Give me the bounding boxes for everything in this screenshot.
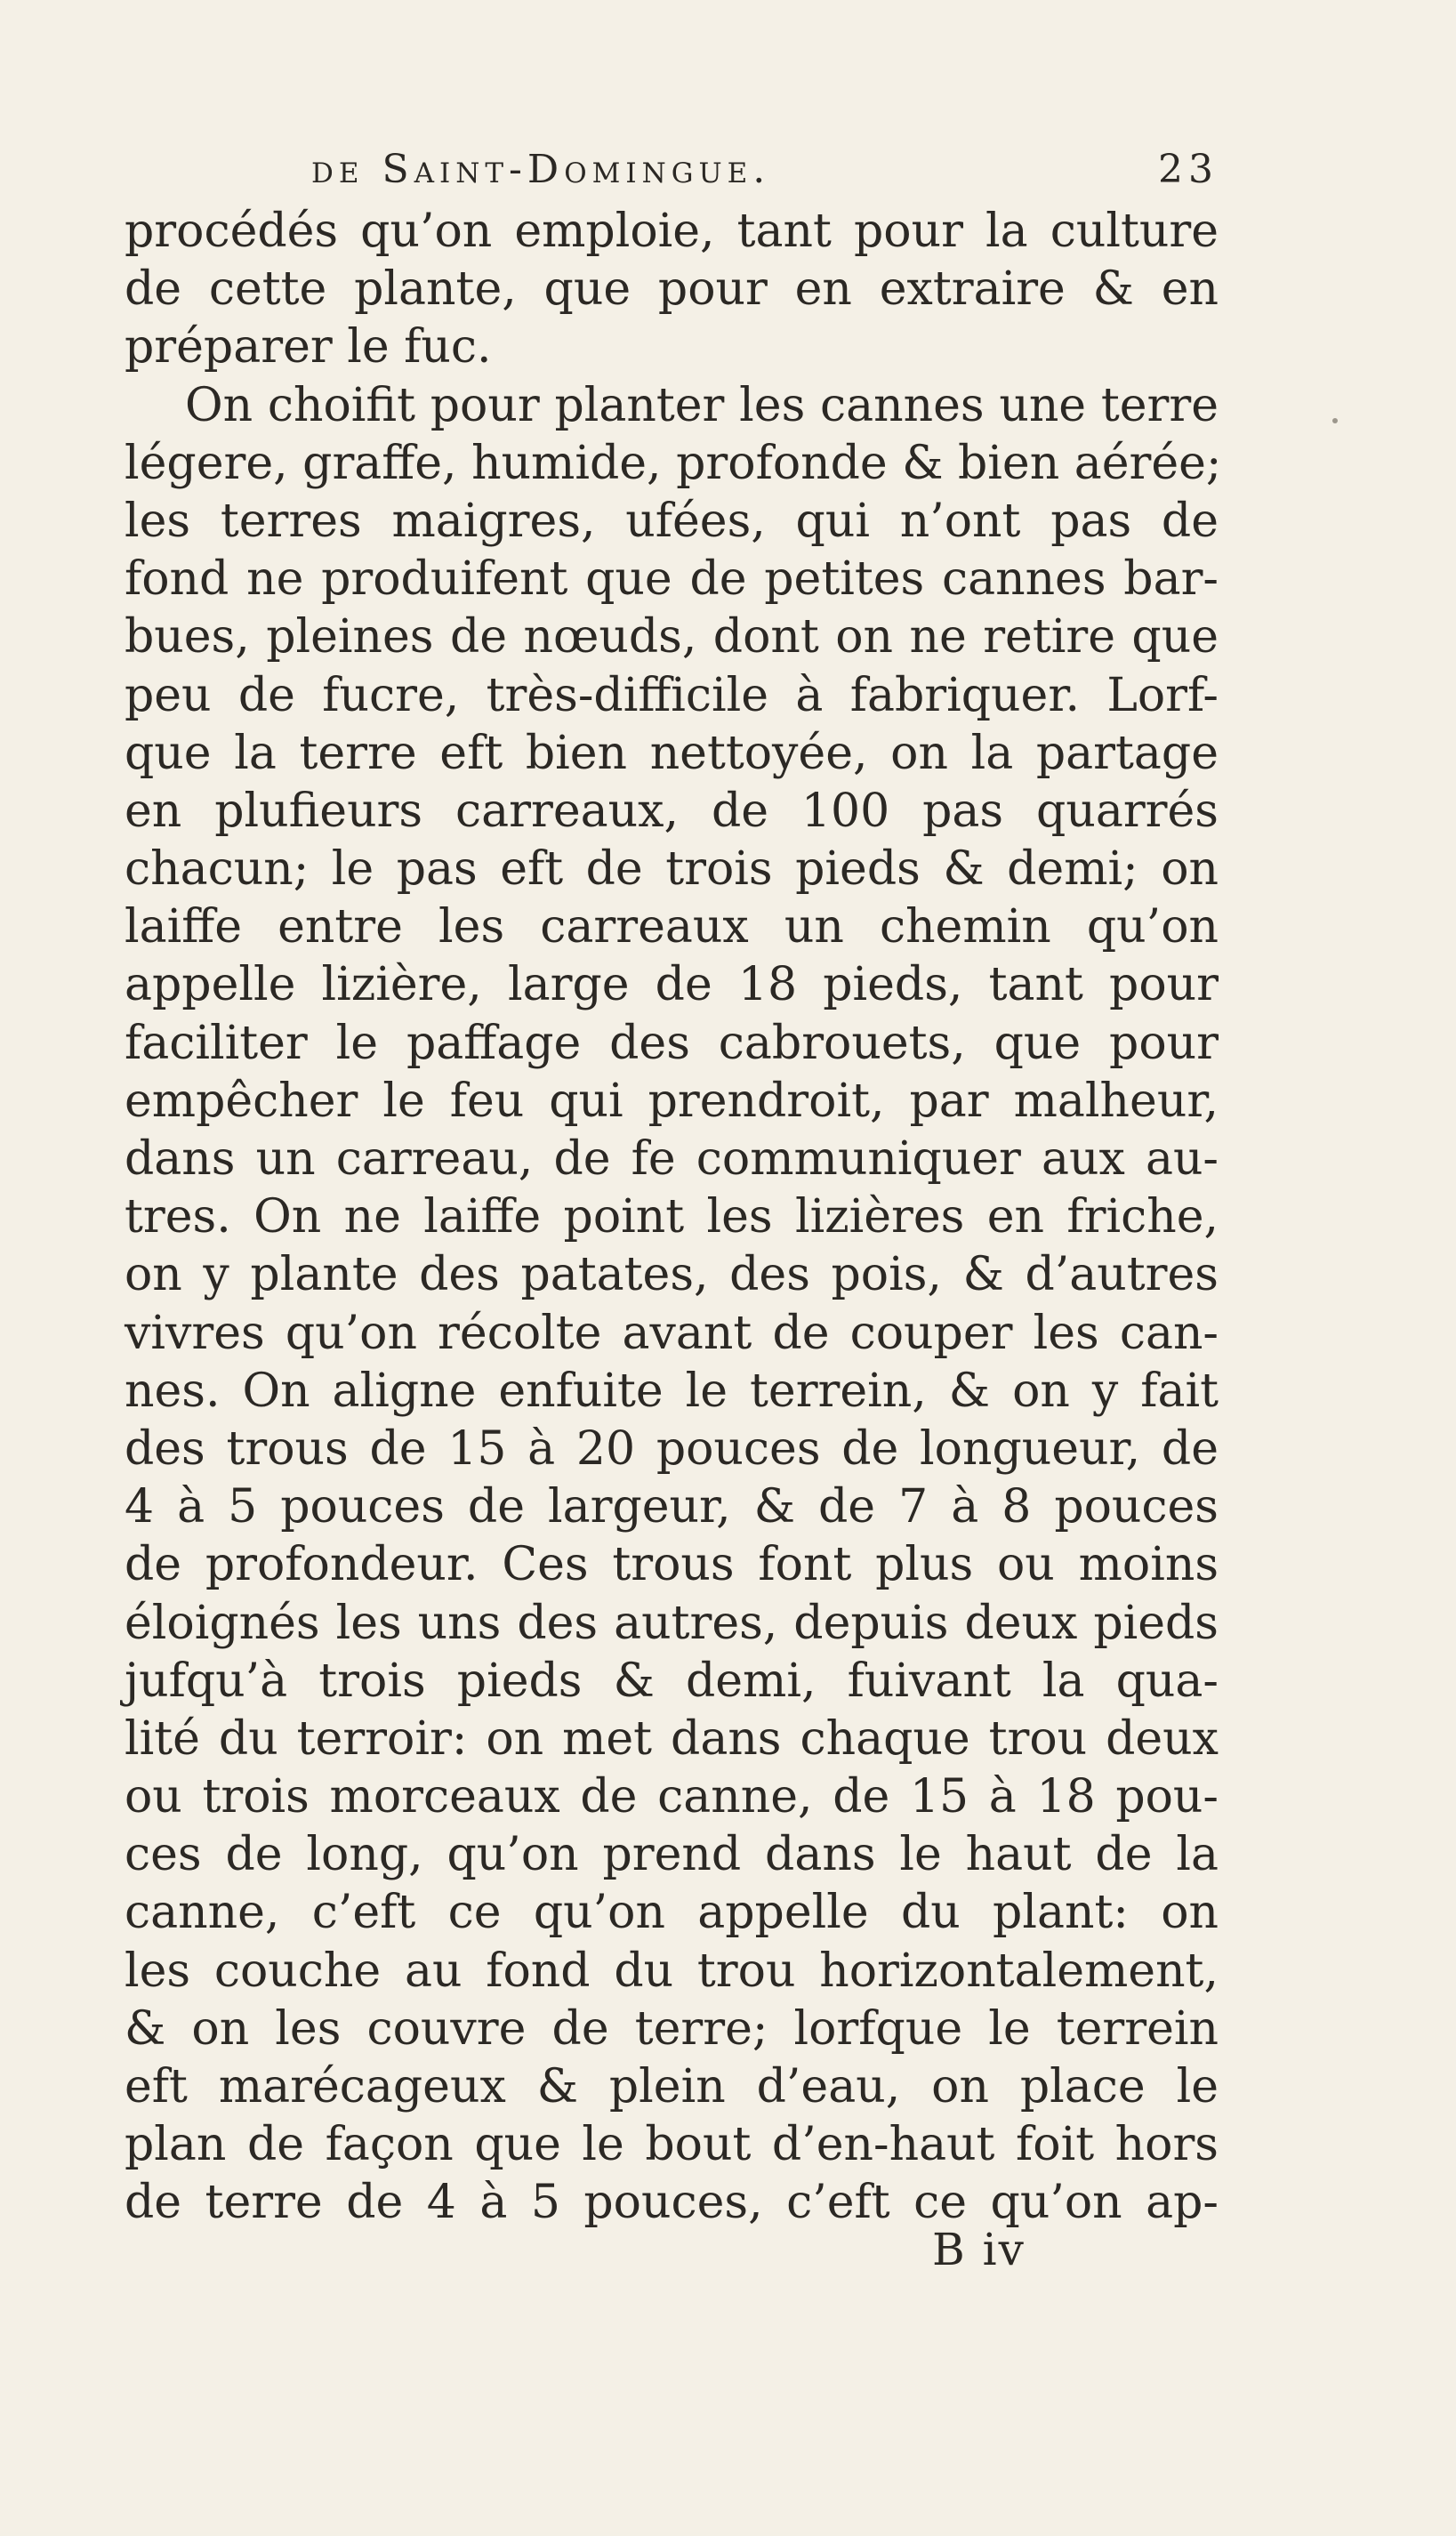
- text-line: empêcher le feu qui prendroit, par malheur,: [125, 1074, 1219, 1128]
- text-line: de profondeur. Ces trous font plus ou moins: [125, 1538, 1219, 1592]
- text-line: de cette plante, que pour en extraire & en: [125, 262, 1219, 317]
- text-line: eft marécageux & plein d’eau, on place le: [125, 2060, 1219, 2113]
- text-line: procédés qu’on emploie, tant pour la culture: [125, 205, 1219, 258]
- text-line: dans un carreau, de fe communiquer aux au-: [125, 1132, 1219, 1186]
- text-line: laiffe entre les carreaux un chemin qu’on: [125, 900, 1219, 954]
- text-line: canne, c’eft ce qu’on appelle du plant: on: [125, 1886, 1219, 1940]
- page-number: 23: [1158, 147, 1219, 192]
- text-line: tres. On ne laiffe point les lizières en friche,: [125, 1190, 1219, 1244]
- page-header: [125, 138, 1219, 200]
- text-line: plan de façon que le bout d’en-haut foit hors: [125, 2118, 1219, 2172]
- text-line: bues, pleines de nœuds, dont on ne retire que: [125, 610, 1219, 664]
- text-line: nes. On aligne enfuite le terrein, & on y fait: [125, 1364, 1219, 1418]
- text-line: légere, graffe, humide, profonde & bien aérée;: [125, 436, 1222, 490]
- text-line: & on les couvre de terre; lorfque le terrein: [125, 2001, 1219, 2056]
- text-line: peu de fucre, très-difficile à fabriquer. Lorf-: [125, 668, 1219, 722]
- text-line: de terre de 4 à 5 pouces, c’eft ce qu’on ap-: [125, 2176, 1219, 2230]
- text-line: préparer le fuc.: [125, 320, 492, 374]
- text-line: ou trois morceaux de canne, de 15 à 18 pou-: [125, 1770, 1219, 1824]
- text-line: vivres qu’on récolte avant de couper les can-: [125, 1306, 1219, 1360]
- text-line: jufqu’à trois pieds & demi, fuivant la qua-: [125, 1654, 1219, 1708]
- text-line: chacun; le pas eft de trois pieds & demi; on: [125, 842, 1219, 897]
- body-text: [125, 203, 1222, 2233]
- text-line: ces de long, qu’on prend dans le haut de la: [125, 1828, 1219, 1882]
- text-line: faciliter le paffage des cabrouets, que pour: [125, 1016, 1219, 1070]
- text-line: les couche au fond du trou horizontalement,: [125, 1944, 1219, 1998]
- text-line: lité du terroir: on met dans chaque trou deux: [125, 1711, 1219, 1766]
- text-line: des trous de 15 à 20 pouces de longueur, de: [125, 1421, 1219, 1476]
- text-line: éloignés les uns des autres, depuis deux pieds: [125, 1596, 1219, 1650]
- running-title: de Saint-Domingue.: [311, 147, 771, 192]
- text-line: on y plante des patates, des pois, & d’autres: [125, 1248, 1219, 1302]
- text-line: en plufieurs carreaux, de 100 pas quarrés: [125, 784, 1219, 838]
- text-line: les terres maigres, ufées, qui n’ont pas de: [125, 494, 1219, 548]
- text-line: 4 à 5 pouces de largeur, & de 7 à 8 pouces: [125, 1480, 1219, 1534]
- text-line: On choifit pour planter les cannes une terre: [185, 378, 1219, 432]
- text-line: que la terre eft bien nettoyée, on la partage: [125, 726, 1219, 780]
- margin-speck: [1332, 418, 1338, 423]
- text-line: fond ne produifent que de petites cannes bar-: [125, 552, 1219, 607]
- text-line: appelle lizière, large de 18 pieds, tant pour: [125, 958, 1219, 1012]
- signature-catchword: B iv: [932, 2224, 1026, 2275]
